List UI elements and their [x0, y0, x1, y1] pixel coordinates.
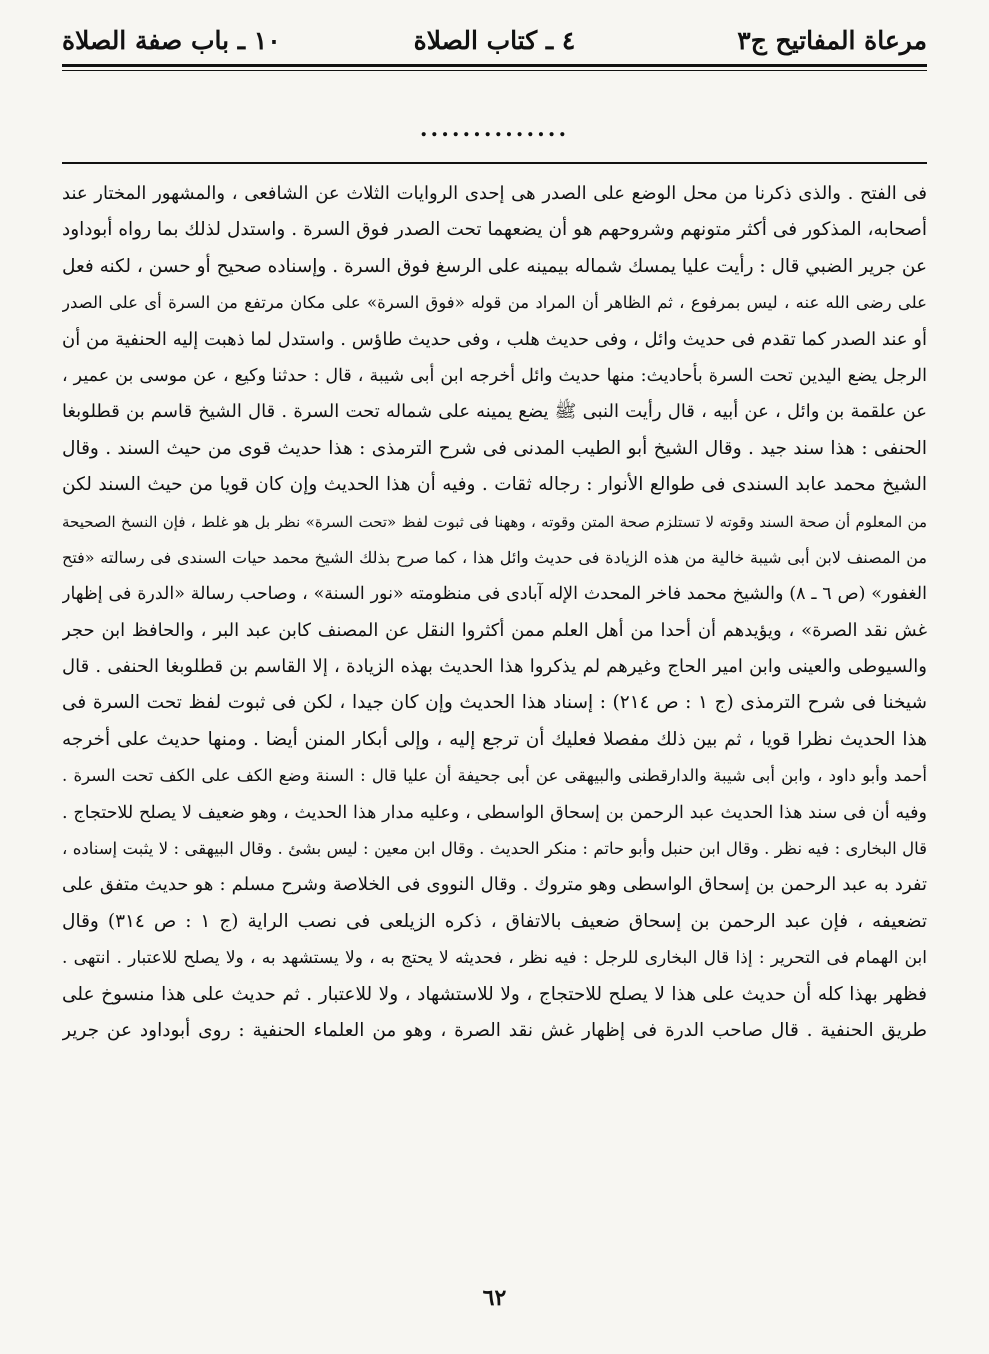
- text-line: وفيه أن فى سند هذا الحديث عبد الرحمن بن إسحاق الواسطى ، وعليه مدار هذا الحديث ، وهو ضعيف لا يصلح للاحتجاج .: [62, 802, 927, 823]
- text-line: تفرد به عبد الرحمن بن إسحاق الواسطى وهو متروك . وقال النووى فى الخلاصة وشرح مسلم : هو حديث متفق على: [62, 874, 927, 896]
- text-line: عن جرير الضبي قال : رأيت عليا يمسك شماله بيمينه على الرسغ فوق السرة . وإسناده صحيح أو حسن ، لكنه فعل: [62, 255, 927, 277]
- text-line: شيخنا فى شرح الترمذى (ج ١ : ص ٢١٤) : إسناد هذا الحديث وإن كان جيدا ، لكن فى ثبوت لفظ تحت السرة فى: [62, 692, 927, 714]
- text-line: فظهر بهذا كله أن حديث على هذا لا يصلح للاحتجاج ، ولا للاستشهاد ، ولا للاعتبار . ثم حديث على هذا منسوخ على: [62, 983, 927, 1005]
- text-line: من المعلوم أن صحة السند وقوته لا تستلزم صحة المتن وقوته ، وههنا فى ثبوت لفظ «تحت السرة» نظر بل هو غلط ، فإن النسخ الصحيحة: [62, 512, 927, 531]
- footnote-separator-rule: [62, 162, 927, 164]
- header-book-title: مرعاة المفاتيح ج٣: [737, 26, 927, 55]
- page-number: ٦٢: [482, 1285, 507, 1311]
- text-line: أو عند الصدر كما تقدم فى حديث وائل ، وفى حديث هلب ، وفى حديث طاؤس . واستدل لما ذهبت إليه الحنفية من أن: [62, 328, 927, 350]
- text-line: أصحابه، المذكور فى أكثر متونهم وشروحهم هو أن يضعهما تحت الصدر فوق السرة . واستدل لذلك بما رواه أبوداود: [62, 219, 927, 241]
- text-line: هذا الحديث نظرا قويا ، ثم بين ذلك مفصلا فعليك أن ترجع إليه ، وإلى أبكار المنن أيضا . ومنها حديث على أخرجه: [62, 728, 927, 750]
- text-line: الرجل يضع اليدين تحت السرة بأحاديث: منها حديث وائل أخرجه ابن أبى شيبة ، قال : حدثنا وكيع ، عن موسى بن عمير ،: [62, 365, 927, 386]
- text-line: الشيخ محمد عابد السندى فى طوالع الأنوار : رجاله ثقات . وفيه أن هذا الحديث وإن كان قويا من حيث السند لكن: [62, 474, 927, 496]
- text-line: على رضى الله عنه ، ليس بمرفوع ، ثم الظاهر أن المراد من قوله «فوق السرة» على مكان مرتفع من السرة أى على الصدر: [62, 293, 927, 313]
- text-line: طريق الحنفية . قال صاحب الدرة فى إظهار غش نقد الصرة ، وهو من العلماء الحنفية : روى أبوداود عن جرير: [62, 1019, 927, 1041]
- text-line: الحنفى : هذا سند جيد . وقال الشيخ أبو الطيب المدنى فى شرح الترمذى : هذا حديث قوى من حيث السند . وقال: [62, 437, 927, 459]
- body-text: [62, 176, 927, 1264]
- header-rule-thin: [62, 70, 927, 71]
- text-line: قال البخارى : فيه نظر . وقال ابن حنبل وأبو حاتم : منكر الحديث . وقال ابن معين : ليس بشئ . وقال البيهقى : لا يثبت إسناده ،: [62, 839, 927, 859]
- text-line: من المصنف لابن أبى شيبة خالية من هذه الزيادة فى حديث وائل هذا ، كما صرح بذلك الشيخ محمد حيات السندى فى رسالته «فتح: [62, 547, 927, 567]
- header-section: ١٠ ـ باب صفة الصلاة: [62, 26, 281, 55]
- header-chapter: ٤ ـ كتاب الصلاة: [413, 26, 576, 55]
- ellipsis-separator: ..............: [419, 116, 570, 142]
- text-line: والسيوطى والعينى وابن امير الحاج وغيرهم لم يذكروا هذا الحديث بهذه الزيادة ، إلا القاسم بن قطلوبغا الحنفى . قال: [62, 656, 927, 678]
- text-line: تضعيفه ، فإن عبد الرحمن بن إسحاق ضعيف بالاتفاق ، ذكره الزيلعى فى نصب الراية (ج ١ : ص ٣١٤) وقال: [62, 910, 927, 932]
- text-line: عن علقمة بن وائل ، عن أبيه ، قال رأيت النبى ﷺ يضع يمينه على شماله تحت السرة . قال الشيخ قاسم بن قطلوبغا: [62, 401, 927, 423]
- text-line: فى الفتح . والذى ذكرنا من محل الوضع على الصدر هى إحدى الروايات الثلاث عن الشافعى ، والمشهور المختار عند: [62, 183, 927, 204]
- text-line: الغفور» (ص ٦ ـ ٨) والشيخ محمد فاخر المحدث الإله آبادى فى منظومته «نور السنة» ، وصاحب رسالة «الدرة فى إظهار: [62, 584, 927, 605]
- text-line: أحمد وأبو داود ، وابن أبى شيبة والدارقطنى والبيهقى عن أبى جحيفة أن عليا قال : السنة وضع الكف على الكف تحت السرة .: [62, 766, 927, 786]
- text-line: غش نقد الصرة» ، ويؤيدهم أن أحدا من أهل العلم ممن أكثروا النقل عن المصنف كابن عبد البر ، والحافظ ابن حجر: [62, 619, 927, 641]
- text-line: ابن الهمام فى التحرير : إذا قال البخارى للرجل : فيه نظر ، فحديثه لا يحتج به ، ولا يستشهد به ، ولا يصلح للاعتبار . انتهى .: [62, 948, 927, 969]
- running-header: [62, 26, 927, 66]
- header-rule-thick: [62, 64, 927, 67]
